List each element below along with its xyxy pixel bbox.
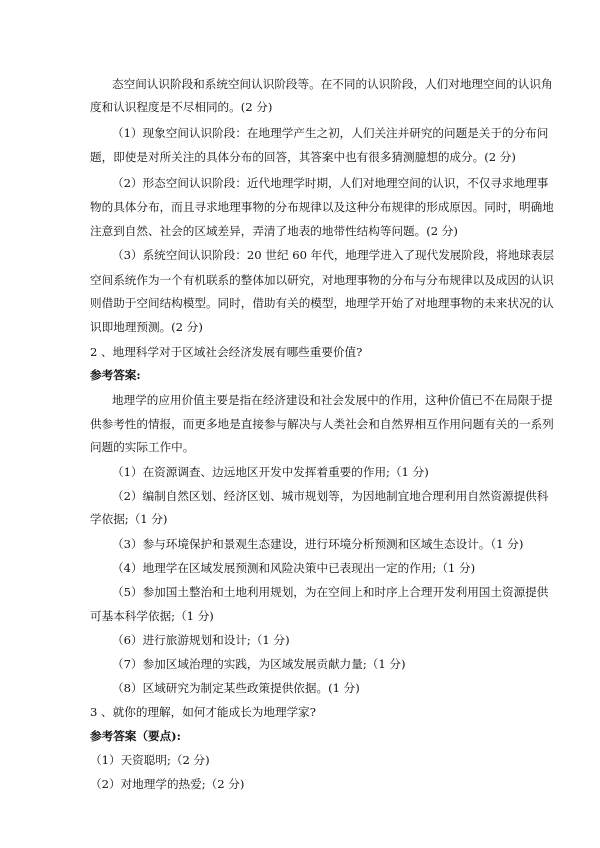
paragraph-line: 题，即使是对所关注的具体分布的回答，其答案中也有很多猜测臆想的成分。(2 分): [90, 150, 516, 164]
list-item-3: （3）系统空间认识阶段：20 世纪 60 年代，地理学进入了现代发展阶段，将地球表层: [112, 248, 555, 262]
list-item-2: （2）对地理学的热爱;（2 分): [90, 777, 245, 791]
answer-heading: 参考答案（要点):: [90, 729, 181, 743]
paragraph-line: 问题的实际工作中。: [90, 440, 195, 454]
list-item-2: （2）编制自然区划、经济区划、城市规划等，为因地制宜地合理利用自然资源提供科: [112, 489, 549, 503]
paragraph-line: 态空间认识阶段和系统空间认识阶段等。在不同的认识阶段，人们对地理空间的认识角: [112, 77, 553, 91]
paragraph-line: 识即地理预测。(2 分): [90, 320, 203, 334]
paragraph-line: 空间系统作为一个有机联系的整体加以研究，对地理事物的分布与分布规律以及成因的认识: [90, 273, 554, 287]
list-item-4: （4）地理学在区域发展预测和风险决策中已表现出一定的作用;（1 分): [112, 561, 476, 575]
list-item-1: （1）天资聪明;（2 分): [90, 753, 210, 767]
answer-heading: 参考答案:: [90, 368, 141, 382]
paragraph-line: 度和认识程度是不尽相同的。(2 分): [90, 100, 273, 114]
paragraph-line: 则借助于空间结构模型。同时，借助有关的模型，地理学开始了对地理事物的未来状况的认: [90, 296, 554, 310]
list-item-1: （1）在资源调查、边远地区开发中发挥着重要的作用;（1 分): [112, 465, 429, 479]
list-item-5: （5）参加国土整治和土地利用规划，为在空间上和时序上合理开发利用国土资源提供: [112, 585, 549, 599]
list-item-8: （8）区域研究为制定某些政策提供依据。(1 分): [112, 681, 360, 695]
list-item-1: （1）现象空间认识阶段：在地理学产生之初，人们关注并研究的问题是关于的分布问: [112, 126, 549, 140]
paragraph-line: 注意到自然、社会的区域差异，弄清了地表的地带性结构等问题。(2 分): [90, 224, 458, 238]
paragraph-line: 地理学的应用价值主要是指在经济建设和社会发展中的作用，这种价值已不在局限于提: [112, 393, 553, 407]
paragraph-line: 学依据;（1 分): [90, 512, 168, 526]
paragraph-line: 供参考性的情报，而更多地是直接参与解决与人类社会和自然界相互作用问题有关的一系列: [90, 417, 554, 431]
list-item-3: （3）参与环境保护和景观生态建设，进行环境分析预测和区域生态设计。（1 分): [112, 537, 524, 551]
question-2: 2 、地理科学对于区域社会经济发展有哪些重要价值?: [90, 345, 363, 359]
paragraph-line: 可基本科学依据;（1 分): [90, 609, 214, 623]
list-item-7: （7）参加区域治理的实践，为区域发展贡献力量;（1 分): [112, 657, 406, 671]
list-item-6: （6）进行旅游规划和设计;（1 分): [112, 633, 290, 647]
question-3: 3 、就你的理解，如何才能成长为地理学家?: [90, 705, 316, 719]
paragraph-line: 物的具体分布，而且寻求地理事物的分布规律以及这种分布规律的形成原因。同时，明确地: [90, 200, 554, 214]
list-item-2: （2）形态空间认识阶段：近代地理学时期，人们对地理空间的认识，不仅寻求地理事: [112, 176, 549, 190]
